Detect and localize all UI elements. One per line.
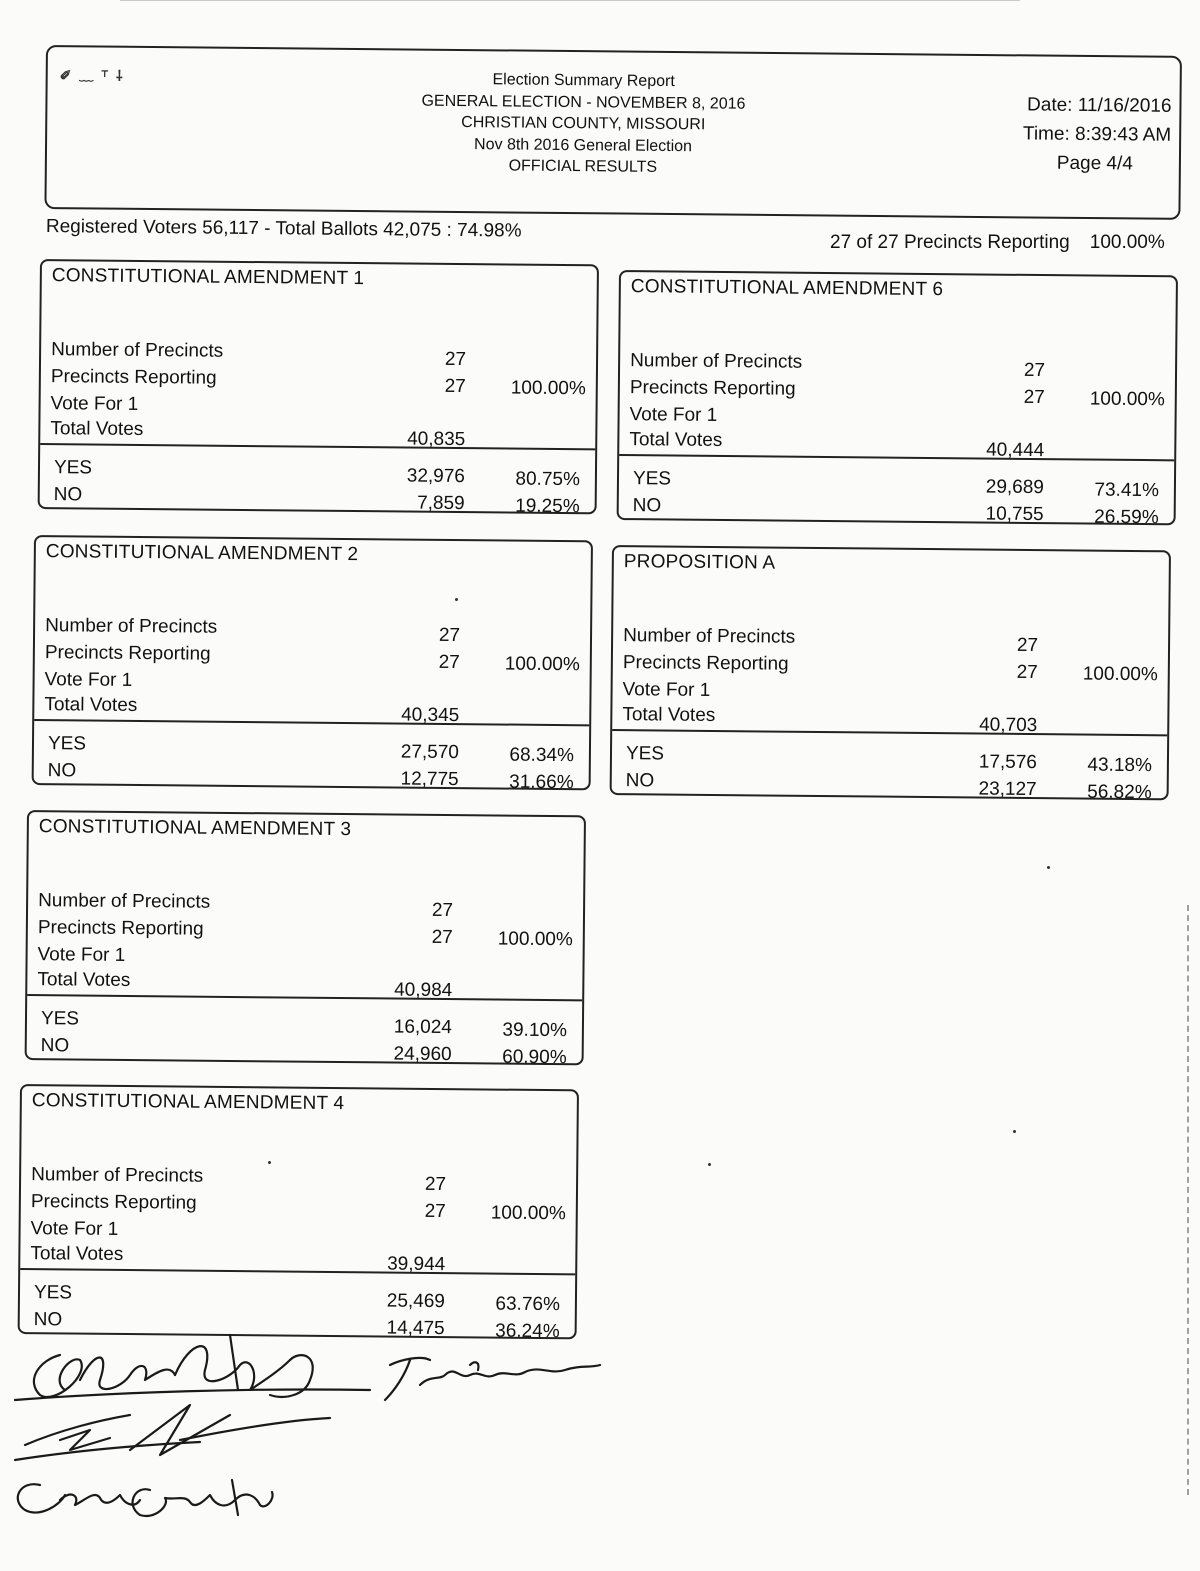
signature-1 — [15, 1335, 370, 1400]
value-number-of-precincts: 27 — [444, 348, 467, 371]
value-yes-pct: 63.76% — [495, 1293, 561, 1316]
label-no: NO — [53, 484, 83, 506]
contest-title: PROPOSITION A — [623, 551, 776, 574]
label-vote-for: Vote For 1 — [37, 944, 126, 966]
label-total-votes: Total Votes — [50, 418, 144, 440]
value-yes-pct: 80.75% — [515, 468, 581, 491]
official-signatures — [0, 1320, 640, 1550]
label-no: NO — [47, 760, 77, 782]
value-total-votes: 40,444 — [986, 439, 1045, 462]
label-precincts-reporting: Precincts Reporting — [622, 652, 789, 675]
value-precincts-reporting: 27 — [1016, 661, 1038, 684]
value-no-pct: 26.59% — [1094, 506, 1159, 529]
report-title-block — [47, 65, 1180, 183]
label-yes: YES — [632, 468, 672, 490]
value-no-pct: 31.66% — [509, 771, 574, 794]
contest-box-amendment-1 — [38, 259, 599, 518]
label-number-of-precincts: Number of Precincts — [630, 350, 803, 373]
label-total-votes: Total Votes — [37, 969, 131, 991]
value-reporting-pct: 100.00% — [510, 377, 586, 400]
label-vote-for: Vote For 1 — [622, 679, 711, 701]
value-no-votes: 7,859 — [417, 492, 465, 515]
contest-title: CONSTITUTIONAL AMENDMENT 6 — [630, 276, 944, 301]
label-vote-for: Vote For 1 — [30, 1218, 119, 1240]
value-precincts-reporting: 27 — [1023, 386, 1045, 409]
value-yes-pct: 68.34% — [509, 744, 575, 767]
value-yes-pct: 43.18% — [1087, 754, 1153, 777]
value-yes-votes: 17,576 — [978, 751, 1038, 774]
registered-voters-summary: Registered Voters 56,117 - Total Ballots 42,075 : 74.98% — [45, 216, 522, 242]
label-yes: YES — [53, 457, 93, 479]
contest-box-amendment-6 — [617, 270, 1178, 529]
results-divider — [27, 994, 582, 1001]
value-yes-votes: 29,689 — [985, 476, 1045, 499]
signature-2 — [385, 1358, 600, 1400]
contest-title: CONSTITUTIONAL AMENDMENT 2 — [45, 541, 359, 566]
label-number-of-precincts: Number of Precincts — [38, 890, 211, 913]
value-precincts-reporting: 27 — [424, 1200, 446, 1223]
report-meta — [1023, 90, 1172, 178]
value-no-votes: 23,127 — [978, 778, 1037, 801]
value-total-votes: 40,703 — [979, 714, 1038, 737]
label-number-of-precincts: Number of Precincts — [623, 625, 796, 648]
signature-3 — [15, 1405, 330, 1460]
label-number-of-precincts: Number of Precincts — [31, 1164, 204, 1187]
label-no: NO — [40, 1035, 70, 1057]
value-no-votes: 10,755 — [985, 503, 1044, 526]
value-precincts-reporting: 27 — [444, 375, 466, 398]
label-total-votes: Total Votes — [629, 429, 723, 451]
contest-box-amendment-3 — [25, 810, 586, 1069]
value-precincts-reporting: 27 — [438, 651, 460, 674]
label-no: NO — [33, 1309, 63, 1331]
results-divider — [40, 443, 595, 450]
signature-4 — [18, 1480, 273, 1516]
label-total-votes: Total Votes — [622, 704, 716, 726]
scan-speck — [268, 1161, 271, 1164]
value-yes-pct: 39.10% — [502, 1019, 568, 1042]
value-no-votes: 14,475 — [386, 1317, 445, 1340]
value-total-votes: 40,984 — [394, 979, 453, 1002]
label-no: NO — [625, 770, 655, 792]
label-yes: YES — [33, 1282, 73, 1304]
page-number: Page 4/4 — [1056, 152, 1134, 175]
value-yes-pct: 73.41% — [1094, 479, 1160, 502]
value-yes-votes: 25,469 — [386, 1290, 446, 1313]
value-total-votes: 39,944 — [387, 1253, 446, 1276]
label-number-of-precincts: Number of Precincts — [45, 615, 218, 638]
value-number-of-precincts: 27 — [1016, 634, 1039, 657]
scan-speck — [1047, 866, 1050, 869]
value-total-votes: 40,835 — [407, 428, 466, 451]
contest-box-amendment-4 — [18, 1084, 579, 1343]
label-yes: YES — [47, 733, 87, 755]
jurisdiction: CHRISTIAN COUNTY, MISSOURI — [461, 113, 706, 134]
election-label: Nov 8th 2016 General Election — [474, 135, 693, 155]
value-total-votes: 40,345 — [401, 704, 460, 727]
value-reporting-pct: 100.00% — [497, 928, 573, 951]
label-total-votes: Total Votes — [44, 694, 138, 716]
report-date: Date: 11/16/2016 — [1026, 94, 1172, 117]
value-number-of-precincts: 27 — [1023, 359, 1046, 382]
results-divider — [619, 454, 1174, 461]
value-number-of-precincts: 27 — [431, 899, 454, 922]
contest-box-proposition-a — [610, 545, 1171, 804]
contest-box-amendment-2 — [32, 535, 593, 794]
label-precincts-reporting: Precincts Reporting — [629, 377, 796, 400]
label-precincts-reporting: Precincts Reporting — [50, 366, 217, 389]
precincts-reporting-pct: 100.00% — [1089, 232, 1165, 253]
report-header — [44, 45, 1182, 220]
value-yes-votes: 16,024 — [393, 1016, 453, 1039]
results-divider — [20, 1268, 575, 1275]
contest-title: CONSTITUTIONAL AMENDMENT 4 — [31, 1090, 345, 1115]
results-divider — [34, 719, 589, 726]
election-name: GENERAL ELECTION - NOVEMBER 8, 2016 — [421, 92, 746, 113]
value-yes-votes: 27,570 — [400, 741, 460, 764]
label-total-votes: Total Votes — [30, 1243, 124, 1265]
scan-top-line — [120, 0, 1020, 4]
value-reporting-pct: 100.00% — [1082, 663, 1158, 686]
label-yes: YES — [625, 743, 665, 765]
scan-speck — [455, 598, 458, 601]
value-no-votes: 12,775 — [400, 768, 459, 791]
scan-edge-mark — [1187, 905, 1191, 1495]
report-time: Time: 8:39:43 AM — [1022, 123, 1172, 146]
label-no: NO — [632, 495, 662, 517]
value-no-pct: 60.90% — [502, 1046, 567, 1069]
label-vote-for: Vote For 1 — [629, 404, 718, 426]
label-number-of-precincts: Number of Precincts — [51, 339, 224, 362]
value-no-votes: 24,960 — [393, 1043, 452, 1066]
scan-speck — [1013, 1130, 1016, 1133]
results-divider — [612, 729, 1167, 736]
value-number-of-precincts: 27 — [424, 1173, 447, 1196]
label-precincts-reporting: Precincts Reporting — [44, 642, 211, 665]
value-reporting-pct: 100.00% — [504, 653, 580, 676]
contest-title: CONSTITUTIONAL AMENDMENT 1 — [51, 265, 365, 290]
precincts-reporting-text: 27 of 27 Precincts Reporting — [830, 232, 1070, 253]
value-no-pct: 56.82% — [1087, 781, 1152, 804]
label-yes: YES — [40, 1008, 80, 1030]
results-status: OFFICIAL RESULTS — [508, 157, 658, 176]
report-title: Election Summary Report — [492, 71, 675, 91]
precincts-reporting-summary — [830, 232, 1165, 254]
label-precincts-reporting: Precincts Reporting — [30, 1191, 197, 1214]
label-vote-for: Vote For 1 — [44, 669, 133, 691]
contest-title: CONSTITUTIONAL AMENDMENT 3 — [38, 816, 352, 841]
label-vote-for: Vote For 1 — [50, 393, 139, 415]
value-yes-votes: 32,976 — [406, 465, 466, 488]
value-reporting-pct: 100.00% — [490, 1202, 566, 1225]
value-number-of-precincts: 27 — [438, 624, 461, 647]
scan-speck — [708, 1163, 711, 1166]
value-precincts-reporting: 27 — [431, 926, 453, 949]
value-no-pct: 36.24% — [495, 1320, 560, 1343]
value-no-pct: 19.25% — [515, 495, 580, 518]
value-reporting-pct: 100.00% — [1089, 388, 1165, 411]
handwritten-mark: ✐ ﹏ ⸆ ⸸ — [59, 67, 125, 84]
label-precincts-reporting: Precincts Reporting — [37, 917, 204, 940]
